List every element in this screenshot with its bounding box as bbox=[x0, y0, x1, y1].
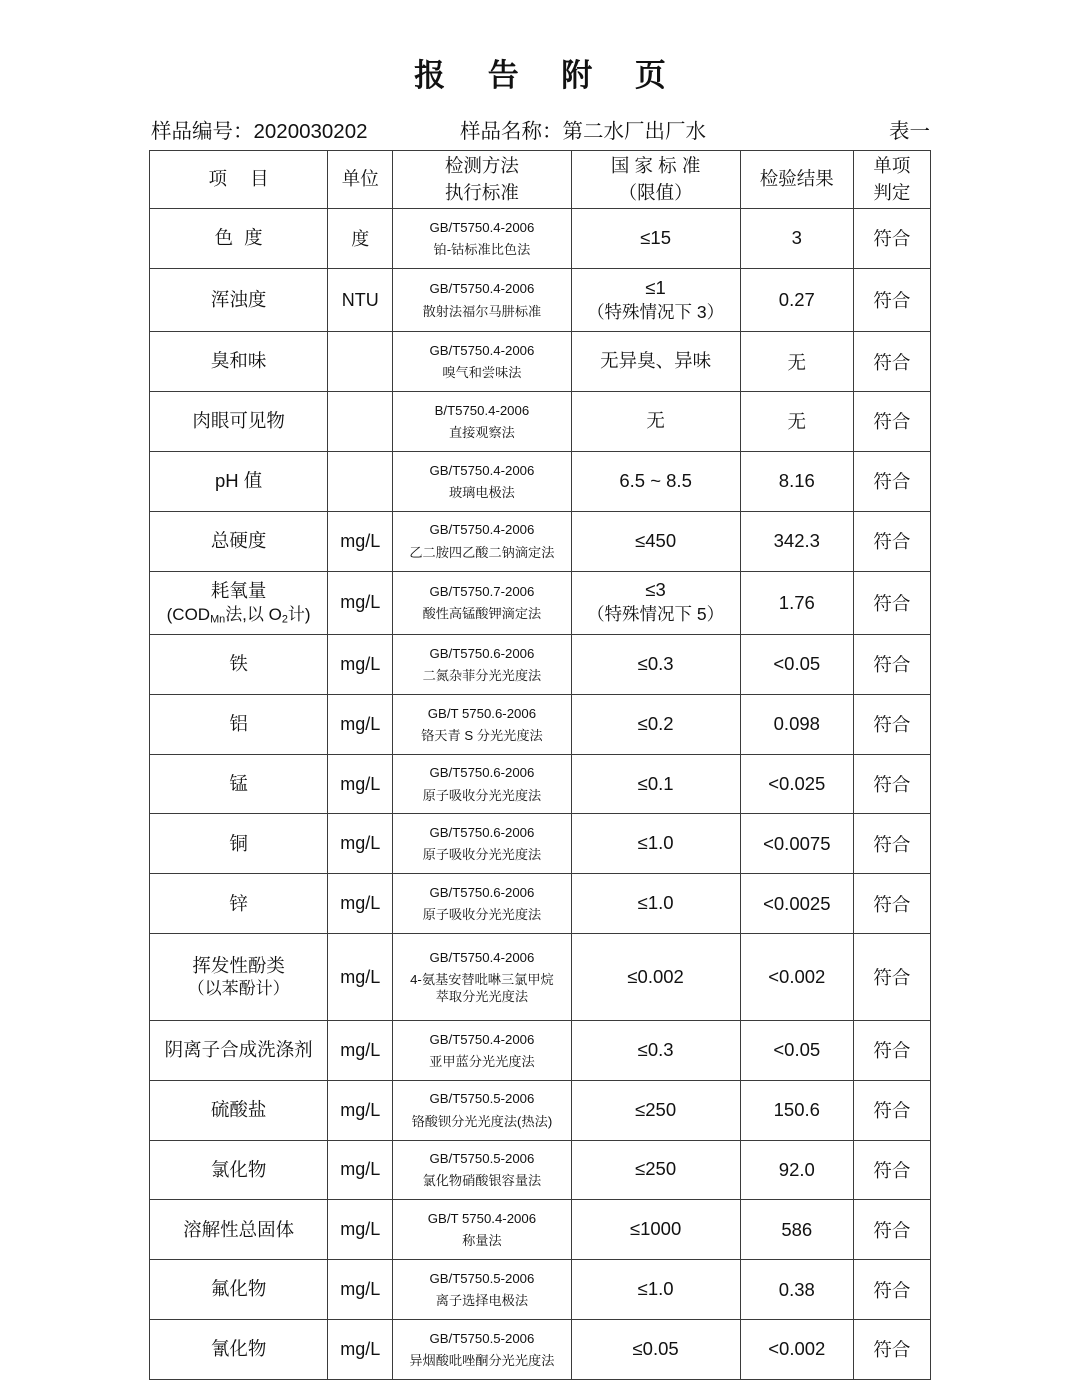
cell-standard-value: ≤1 bbox=[645, 276, 666, 298]
cell-standard-value: ≤3 bbox=[645, 579, 666, 601]
cell-item-label: 氰化物 bbox=[210, 1338, 267, 1360]
cell-method bbox=[393, 814, 571, 874]
cell-method-name: 离子选择电极法 bbox=[435, 1293, 529, 1309]
column-header-method bbox=[393, 151, 571, 209]
cell-method-name: 原子吸收分光光度法 bbox=[422, 787, 542, 803]
cell-method-code: GB/T 5750.6-2006 bbox=[427, 705, 537, 721]
cell-judgement: 符合 bbox=[853, 874, 930, 934]
cell-method-code: GB/T5750.5-2006 bbox=[429, 1091, 535, 1107]
cell-standard-value: 无 bbox=[646, 410, 665, 431]
column-header-standard-line2: （限值） bbox=[618, 181, 693, 203]
cell-item-label: 色度 bbox=[214, 227, 274, 249]
cell-method bbox=[393, 268, 571, 331]
cell-method-code: GB/T5750.4-2006 bbox=[429, 219, 535, 235]
cell-standard bbox=[571, 1320, 740, 1380]
cell-standard-value: ≤1000 bbox=[629, 1218, 682, 1240]
cell-item bbox=[150, 392, 328, 452]
cell-judgement: 符合 bbox=[853, 694, 930, 754]
cell-item-label: 锰 bbox=[229, 772, 248, 794]
cell-unit: 度 bbox=[328, 209, 393, 269]
cell-judgement: 符合 bbox=[853, 934, 930, 1021]
cell-item-sublabel: （以苯酚计） bbox=[187, 978, 290, 998]
cell-method bbox=[393, 1320, 571, 1380]
cell-item bbox=[150, 1140, 328, 1200]
cell-judgement: 符合 bbox=[853, 1320, 930, 1380]
cell-method-name: 散射法福尔马肼标准 bbox=[422, 303, 542, 319]
cell-item-label: 氯化物 bbox=[210, 1158, 267, 1180]
cell-result: <0.0025 bbox=[740, 874, 853, 934]
cell-standard bbox=[571, 332, 740, 392]
cell-method-code: GB/T5750.4-2006 bbox=[429, 950, 535, 966]
cell-unit bbox=[328, 392, 393, 452]
table-row bbox=[150, 1080, 931, 1140]
cell-method bbox=[393, 571, 571, 634]
cell-item bbox=[150, 1260, 328, 1320]
cell-method-code: B/T5750.4-2006 bbox=[434, 402, 530, 418]
cell-standard-value: ≤15 bbox=[640, 226, 671, 248]
column-header-item bbox=[150, 151, 328, 209]
cell-result: 无 bbox=[740, 392, 853, 452]
cell-standard-value: ≤250 bbox=[635, 1158, 677, 1180]
cell-item-label: 浑浊度 bbox=[210, 288, 267, 310]
cell-method-name: 异烟酸吡唑酮分光光度法 bbox=[409, 1352, 555, 1368]
cell-method-name: 乙二胺四乙酸二钠滴定法 bbox=[409, 544, 555, 560]
table-row bbox=[150, 511, 931, 571]
cell-standard bbox=[571, 1020, 740, 1080]
cell-standard bbox=[571, 1260, 740, 1320]
cell-item-label: 铁 bbox=[229, 653, 248, 675]
column-header-judge bbox=[853, 151, 930, 209]
cell-standard-value: ≤0.2 bbox=[637, 712, 674, 734]
cell-item bbox=[150, 1200, 328, 1260]
cell-standard-value: ≤0.05 bbox=[632, 1337, 679, 1359]
cell-method-code: GB/T5750.5-2006 bbox=[429, 1151, 535, 1167]
cell-method-name: 酸性高锰酸钾滴定法 bbox=[422, 606, 542, 622]
cell-result: 92.0 bbox=[740, 1140, 853, 1200]
cell-unit: NTU bbox=[328, 268, 393, 331]
cell-standard-value: ≤0.3 bbox=[637, 652, 674, 674]
table-row bbox=[150, 392, 931, 452]
table-row bbox=[150, 1320, 931, 1380]
sample-name: 样品名称：第二水厂出厂水 bbox=[460, 120, 706, 143]
cell-standard bbox=[571, 754, 740, 814]
cell-item-label: 铝 bbox=[229, 713, 248, 735]
cell-standard-value: ≤1.0 bbox=[637, 1278, 674, 1300]
cell-method-name: 直接观察法 bbox=[448, 424, 515, 440]
cell-method bbox=[393, 332, 571, 392]
cell-standard bbox=[571, 451, 740, 511]
cell-judgement: 符合 bbox=[853, 1080, 930, 1140]
cell-standard-value: ≤1.0 bbox=[637, 832, 674, 854]
cell-judgement: 符合 bbox=[853, 754, 930, 814]
cell-item-label: 总硬度 bbox=[210, 529, 267, 551]
table-row bbox=[150, 1020, 931, 1080]
cell-method bbox=[393, 511, 571, 571]
cell-item bbox=[150, 1080, 328, 1140]
cell-item bbox=[150, 332, 328, 392]
cell-method bbox=[393, 634, 571, 694]
cell-result: <0.002 bbox=[740, 1320, 853, 1380]
cell-result: 150.6 bbox=[740, 1080, 853, 1140]
cell-unit: mg/L bbox=[328, 1140, 393, 1200]
sample-number: 样品编号：2020030202 bbox=[151, 120, 368, 143]
cell-method-name: 二氮杂菲分光光度法 bbox=[422, 667, 542, 683]
table-header-row bbox=[150, 151, 931, 209]
cell-unit: mg/L bbox=[328, 1260, 393, 1320]
cell-method-name: 原子吸收分光光度法 bbox=[422, 847, 542, 863]
cell-method-code: GB/T5750.6-2006 bbox=[429, 885, 535, 900]
cell-result: 1.76 bbox=[740, 571, 853, 634]
cell-item bbox=[150, 934, 328, 1021]
table-row bbox=[150, 634, 931, 694]
cell-method-code: GB/T5750.5-2006 bbox=[429, 1330, 535, 1346]
cell-unit: mg/L bbox=[328, 634, 393, 694]
cell-standard bbox=[571, 392, 740, 452]
cell-standard-value: ≤250 bbox=[635, 1098, 677, 1120]
cell-judgement: 符合 bbox=[853, 1020, 930, 1080]
cell-method-name: 铬天青 S 分光光度法 bbox=[421, 727, 543, 743]
cell-judgement: 符合 bbox=[853, 332, 930, 392]
cell-unit: mg/L bbox=[328, 511, 393, 571]
cell-judgement: 符合 bbox=[853, 451, 930, 511]
cell-standard bbox=[571, 694, 740, 754]
cell-unit: mg/L bbox=[328, 814, 393, 874]
cell-standard bbox=[571, 1080, 740, 1140]
cell-standard bbox=[571, 571, 740, 634]
sample-meta-row bbox=[149, 114, 931, 144]
cell-judgement: 符合 bbox=[853, 511, 930, 571]
cell-method-name: 原子吸收分光光度法 bbox=[422, 907, 542, 923]
cell-standard-value: ≤450 bbox=[635, 529, 677, 551]
cell-item bbox=[150, 874, 328, 934]
cell-item-label: 硫酸盐 bbox=[210, 1098, 267, 1120]
cell-judgement: 符合 bbox=[853, 1140, 930, 1200]
table-head bbox=[150, 151, 931, 209]
cell-item bbox=[150, 571, 328, 634]
cell-method bbox=[393, 1080, 571, 1140]
cell-item-label: 锌 bbox=[229, 892, 248, 914]
cell-standard bbox=[571, 268, 740, 331]
cell-method-name: 玻璃电极法 bbox=[448, 484, 515, 500]
cell-item-label: 臭和味 bbox=[210, 350, 267, 372]
column-header-method-line1: 检测方法 bbox=[444, 155, 519, 177]
cell-method-name: 嗅气和尝味法 bbox=[442, 365, 522, 381]
cell-result: 0.38 bbox=[740, 1260, 853, 1320]
cell-result: 8.16 bbox=[740, 451, 853, 511]
cell-judgement: 符合 bbox=[853, 1200, 930, 1260]
cell-result: 3 bbox=[740, 209, 853, 269]
cell-method-code: GB/T5750.5-2006 bbox=[429, 1270, 535, 1286]
cell-item bbox=[150, 634, 328, 694]
cell-unit bbox=[328, 451, 393, 511]
cell-method-name: 氯化物硝酸银容量法 bbox=[422, 1173, 542, 1189]
cell-method-code: GB/T5750.6-2006 bbox=[429, 825, 535, 841]
water-quality-table bbox=[149, 150, 931, 1380]
cell-standard-value: ≤0.002 bbox=[627, 965, 684, 987]
cell-method-code: GB/T5750.4-2006 bbox=[429, 281, 535, 297]
cell-unit: mg/L bbox=[328, 1020, 393, 1080]
column-header-result: 检验结果 bbox=[740, 151, 853, 209]
cell-judgement: 符合 bbox=[853, 268, 930, 331]
cell-result: <0.025 bbox=[740, 754, 853, 814]
column-header-unit: 单位 bbox=[328, 151, 393, 209]
cell-item bbox=[150, 814, 328, 874]
cell-item bbox=[150, 451, 328, 511]
cell-method-name-2: 萃取分光光度法 bbox=[435, 988, 529, 1004]
cell-judgement: 符合 bbox=[853, 634, 930, 694]
cell-method-code: GB/T5750.4-2006 bbox=[429, 522, 535, 538]
cell-method-code: GB/T5750.4-2006 bbox=[429, 342, 535, 358]
cell-method bbox=[393, 1140, 571, 1200]
cell-method-name: 称量法 bbox=[462, 1233, 502, 1249]
cell-method-code: GB/T5750.6-2006 bbox=[429, 645, 535, 661]
cell-standard-note: （特殊情况下 5） bbox=[587, 604, 725, 625]
cell-unit: mg/L bbox=[328, 571, 393, 634]
table-row bbox=[150, 1140, 931, 1200]
cell-unit: mg/L bbox=[328, 1080, 393, 1140]
table-row bbox=[150, 571, 931, 634]
cell-unit: mg/L bbox=[328, 754, 393, 814]
cell-judgement: 符合 bbox=[853, 209, 930, 269]
table-row bbox=[150, 209, 931, 269]
table-row bbox=[150, 268, 931, 331]
cell-method-code: GB/T5750.7-2006 bbox=[429, 584, 535, 600]
cell-item bbox=[150, 694, 328, 754]
column-header-method-line2: 执行标准 bbox=[444, 181, 519, 203]
cell-item bbox=[150, 1020, 328, 1080]
table-row bbox=[150, 451, 931, 511]
column-header-item-label: 项 目 bbox=[208, 168, 278, 190]
cell-result: 342.3 bbox=[740, 511, 853, 571]
cell-result: 无 bbox=[740, 332, 853, 392]
cell-result: 0.098 bbox=[740, 694, 853, 754]
table-row bbox=[150, 814, 931, 874]
cell-result: <0.05 bbox=[740, 634, 853, 694]
cell-item bbox=[150, 754, 328, 814]
cell-item-label: 氟化物 bbox=[210, 1278, 267, 1300]
cell-standard-note: （特殊情况下 3） bbox=[587, 301, 725, 322]
cell-result: 586 bbox=[740, 1200, 853, 1260]
table-row bbox=[150, 754, 931, 814]
cell-method-name: 铬酸钡分光光度法(热法) bbox=[411, 1113, 553, 1129]
cell-standard bbox=[571, 1140, 740, 1200]
cell-judgement: 符合 bbox=[853, 392, 930, 452]
cell-unit: mg/L bbox=[328, 874, 393, 934]
cell-result: <0.0075 bbox=[740, 814, 853, 874]
cell-standard-value: ≤0.3 bbox=[637, 1038, 674, 1060]
cell-method bbox=[393, 694, 571, 754]
cell-unit: mg/L bbox=[328, 694, 393, 754]
cell-standard-value: 无异臭、异味 bbox=[600, 350, 712, 372]
table-row bbox=[150, 694, 931, 754]
cell-method-name: 亚甲蓝分光光度法 bbox=[429, 1053, 535, 1069]
cell-item bbox=[150, 511, 328, 571]
cell-method bbox=[393, 1260, 571, 1320]
cell-method-name: 4-氨基安替吡啉三氯甲烷 bbox=[410, 972, 554, 988]
cell-method-code: GB/T5750.6-2006 bbox=[429, 765, 535, 781]
cell-item-label: 溶解性总固体 bbox=[183, 1218, 295, 1240]
cell-judgement: 符合 bbox=[853, 814, 930, 874]
cell-item bbox=[150, 1320, 328, 1380]
cell-judgement: 符合 bbox=[853, 1260, 930, 1320]
cell-item bbox=[150, 209, 328, 269]
cell-item-label: 肉眼可见物 bbox=[192, 410, 285, 432]
cell-item-sublabel: ($COD_{Mn}$法,以 $O_2$计) bbox=[166, 604, 311, 625]
cell-method bbox=[393, 1020, 571, 1080]
cell-item-label: 铜 bbox=[229, 832, 248, 854]
cell-standard bbox=[571, 511, 740, 571]
cell-standard-value: ≤1.0 bbox=[637, 892, 674, 914]
cell-unit bbox=[328, 332, 393, 392]
cell-method bbox=[393, 1200, 571, 1260]
column-header-standard-line1: 国 家 标 准 bbox=[610, 155, 701, 177]
cell-standard bbox=[571, 874, 740, 934]
cell-method bbox=[393, 451, 571, 511]
cell-standard bbox=[571, 634, 740, 694]
cell-judgement: 符合 bbox=[853, 571, 930, 634]
cell-method-code: GB/T 5750.4-2006 bbox=[427, 1211, 537, 1227]
cell-item bbox=[150, 268, 328, 331]
table-row bbox=[150, 332, 931, 392]
column-header-judge-line2: 判定 bbox=[873, 181, 911, 203]
cell-item-label: 阴离子合成洗涤剂 bbox=[164, 1039, 313, 1061]
page-title: 报 告 附 页 bbox=[414, 58, 683, 93]
cell-method bbox=[393, 934, 571, 1021]
cell-method-code: GB/T5750.4-2006 bbox=[429, 1031, 535, 1047]
cell-method bbox=[393, 754, 571, 814]
cell-standard-value: ≤0.1 bbox=[637, 772, 674, 794]
cell-standard-value: 6.5 ~ 8.5 bbox=[619, 469, 692, 491]
cell-result: 0.27 bbox=[740, 268, 853, 331]
table-row bbox=[150, 1200, 931, 1260]
cell-method-code: GB/T5750.4-2006 bbox=[429, 462, 535, 478]
column-header-standard bbox=[571, 151, 740, 209]
cell-standard bbox=[571, 934, 740, 1021]
cell-item-label: pH 值 bbox=[214, 470, 263, 492]
cell-item-label: 耗氧量 bbox=[210, 580, 267, 602]
table-row bbox=[150, 934, 931, 1021]
cell-method bbox=[393, 209, 571, 269]
cell-method-name: 铂-钴标准比色法 bbox=[433, 241, 531, 257]
cell-standard bbox=[571, 814, 740, 874]
table-row bbox=[150, 1260, 931, 1320]
cell-unit: mg/L bbox=[328, 1320, 393, 1380]
table-row bbox=[150, 874, 931, 934]
column-header-judge-line1: 单项 bbox=[873, 155, 911, 177]
cell-item-label: 挥发性酚类 bbox=[192, 954, 285, 976]
cell-standard bbox=[571, 209, 740, 269]
cell-result: <0.002 bbox=[740, 934, 853, 1021]
cell-method bbox=[393, 874, 571, 934]
cell-method bbox=[393, 392, 571, 452]
cell-standard bbox=[571, 1200, 740, 1260]
table-number: 表一 bbox=[889, 120, 930, 143]
cell-result: <0.05 bbox=[740, 1020, 853, 1080]
cell-unit: mg/L bbox=[328, 1200, 393, 1260]
table-body bbox=[150, 209, 931, 1380]
cell-unit: mg/L bbox=[328, 934, 393, 1021]
